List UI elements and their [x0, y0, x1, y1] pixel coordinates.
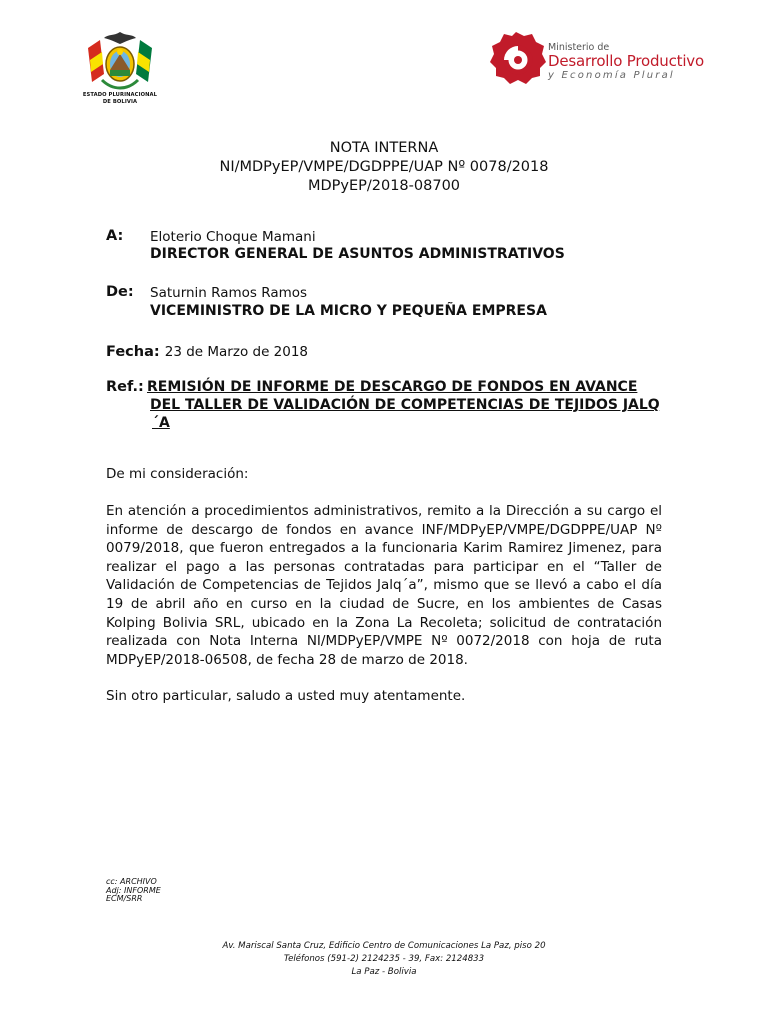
address-line-2: Teléfonos (591-2) 2124235 - 39, Fax: 2124833 [283, 954, 485, 964]
ministry-name: Desarrollo Productivo [548, 52, 704, 70]
ref-line-1: REMISIÓN DE INFORME DE DESCARGO DE FONDOS EN AVANCE [147, 379, 638, 395]
ref-label: Ref.: [106, 379, 144, 395]
body-paragraph [106, 502, 662, 669]
date-label: Fecha: [106, 344, 160, 360]
closing-text: Sin otro particular, saludo a usted muy atentamente. [106, 688, 466, 704]
address-line-3: La Paz - Bolivia [351, 967, 417, 977]
ministry-subtitle: y Economía Plural [548, 70, 675, 81]
greeting [106, 465, 662, 484]
title-line-2: NI/MDPyEP/VMPE/DGDPPE/UAP Nº 0078/2018 [219, 159, 549, 175]
date-value: 23 de Marzo de 2018 [164, 344, 309, 360]
to-label: A: [106, 228, 124, 244]
adj-line: Adj: INFORME [106, 885, 161, 895]
to-position: DIRECTOR GENERAL DE ASUNTOS ADMINISTRATIVOS [150, 246, 565, 262]
cc-block [106, 878, 161, 904]
title-line-3: MDPyEP/2018-08700 [307, 178, 461, 194]
initials-line: ECM/SRR [106, 894, 143, 904]
address-line-1: Av. Mariscal Santa Cruz, Edificio Centro de Comunicaciones La Paz, piso 20 [222, 941, 546, 951]
from-position: VICEMINISTRO DE LA MICRO Y PEQUEÑA EMPRESA [150, 303, 547, 319]
body-paragraph-text: En atención a procedimientos administrativos, remito a la Dirección a su cargo el informe de descargo de fondos en avance INF/MDPyEP/VMPE/DGDPPE/UAP Nº 0079/2018, que fueron entregados a la funcionaria Karim Ramirez Jimenez, para realizar el pago a las personas contratadas para participar en el “Taller de Validación de Competencias de Tejidos Jalq´a”, mismo que se llevó a cabo el día 19 de abril año en curso en la ciudad de Sucre, en los ambientes de Casas Kolping Bolivia SRL, ubicado en la Zona La Recoleta; solicitud de contratación realizada con Nota Interna NI/MDPyEP/VMPE Nº 0072/2018 con hoja de ruta MDPyEP/2018-06508, de fecha 28 de marzo de 2018. [106, 503, 662, 668]
ref-line-2: DEL TALLER DE VALIDACIÓN DE COMPETENCIAS DE TEJIDOS JALQ [150, 397, 660, 413]
from-label: De: [106, 284, 134, 300]
footer-address [0, 940, 768, 979]
closing [106, 687, 662, 706]
ministry-label: Ministerio de [548, 42, 610, 53]
to-name: Eloterio Choque Mamani [150, 229, 316, 245]
title-line-1: NOTA INTERNA [329, 140, 439, 156]
ministry-logo-icon [486, 30, 546, 86]
from-name: Saturnin Ramos Ramos [150, 285, 308, 301]
date-row [106, 341, 308, 360]
ref-line-3: ´A [152, 415, 170, 431]
cc-line: cc: ARCHIVO [106, 877, 157, 886]
document-title [0, 139, 768, 196]
coat-caption [74, 92, 166, 105]
coat-caption-line1: ESTADO PLURINACIONAL [82, 92, 158, 98]
greeting-text: De mi consideración: [106, 466, 249, 482]
coat-caption-line2: DE BOLIVIA [102, 98, 138, 105]
